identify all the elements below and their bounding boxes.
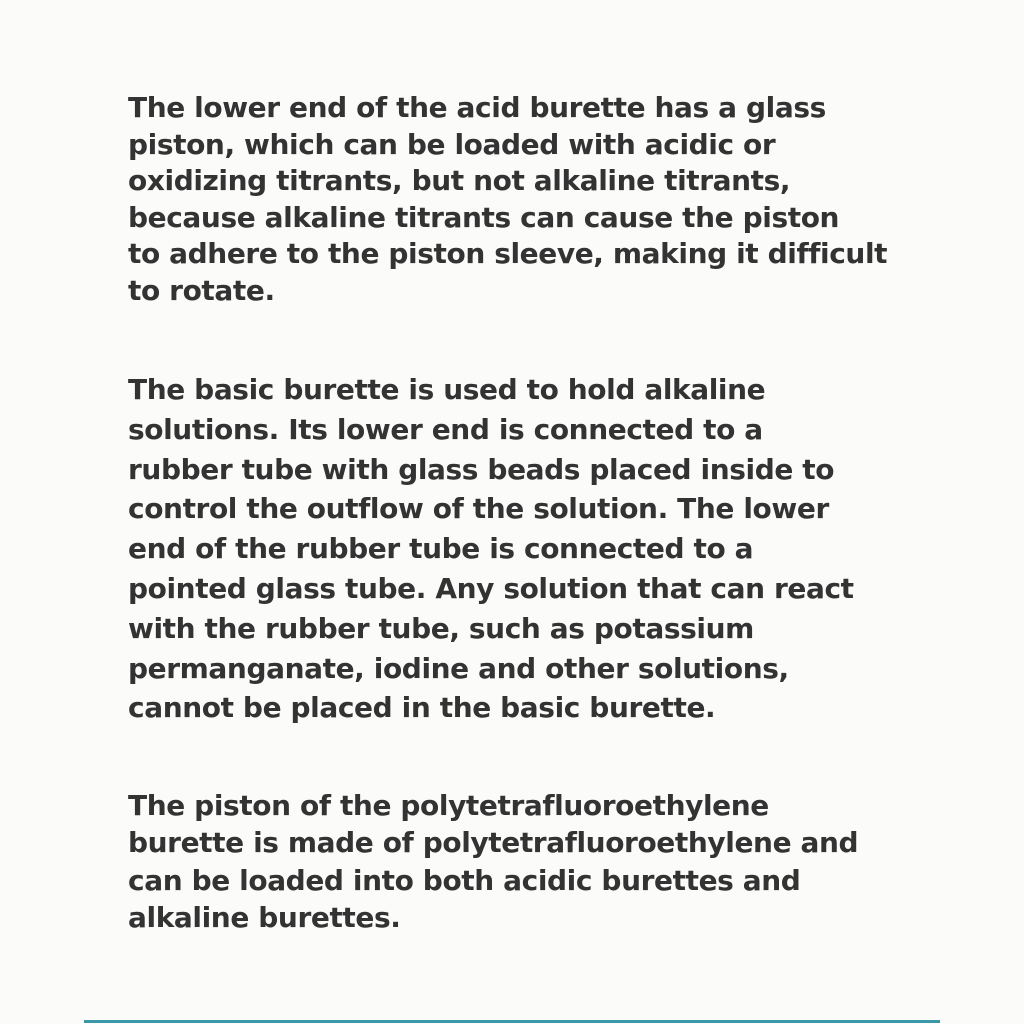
- text-line: oxidizing titrants, but not alkaline titrants,: [128, 164, 791, 197]
- text-line: end of the rubber tube is connected to a: [128, 532, 754, 566]
- text-line: piston, which can be loaded with acidic or: [128, 127, 776, 161]
- paragraph-basic-burette: [128, 370, 918, 728]
- text-line: can be loaded into both acidic burettes and: [128, 863, 801, 897]
- paragraph-acid-burette: [128, 90, 918, 309]
- text-line: permanganate, iodine and other solutions,: [128, 651, 789, 685]
- text-line: because alkaline titrants can cause the piston: [128, 200, 840, 234]
- text-line: solutions. Its lower end is connected to a: [128, 412, 763, 446]
- text-line: with the rubber tube, such as potassium: [128, 611, 754, 645]
- text-line: to adhere to the piston sleeve, making it difficult: [128, 237, 888, 270]
- text-line: The piston of the polytetrafluoroethylene: [128, 789, 769, 822]
- paragraph-ptfe-burette: [128, 787, 918, 936]
- text-line: pointed glass tube. Any solution that can react: [128, 571, 854, 605]
- text-line: rubber tube with glass beads placed inside to: [128, 452, 835, 486]
- text-line: to rotate.: [128, 273, 275, 307]
- text-line: control the outflow of the solution. The lower: [128, 492, 829, 526]
- text-line: The lower end of the acid burette has a glass: [128, 91, 826, 124]
- text-line: The basic burette is used to hold alkaline: [128, 373, 766, 406]
- text-line: burette is made of polytetrafluoroethylene and: [128, 826, 859, 860]
- text-line: alkaline burettes.: [128, 900, 401, 934]
- bottom-divider: [84, 1020, 940, 1023]
- text-line: cannot be placed in the basic burette.: [128, 691, 716, 725]
